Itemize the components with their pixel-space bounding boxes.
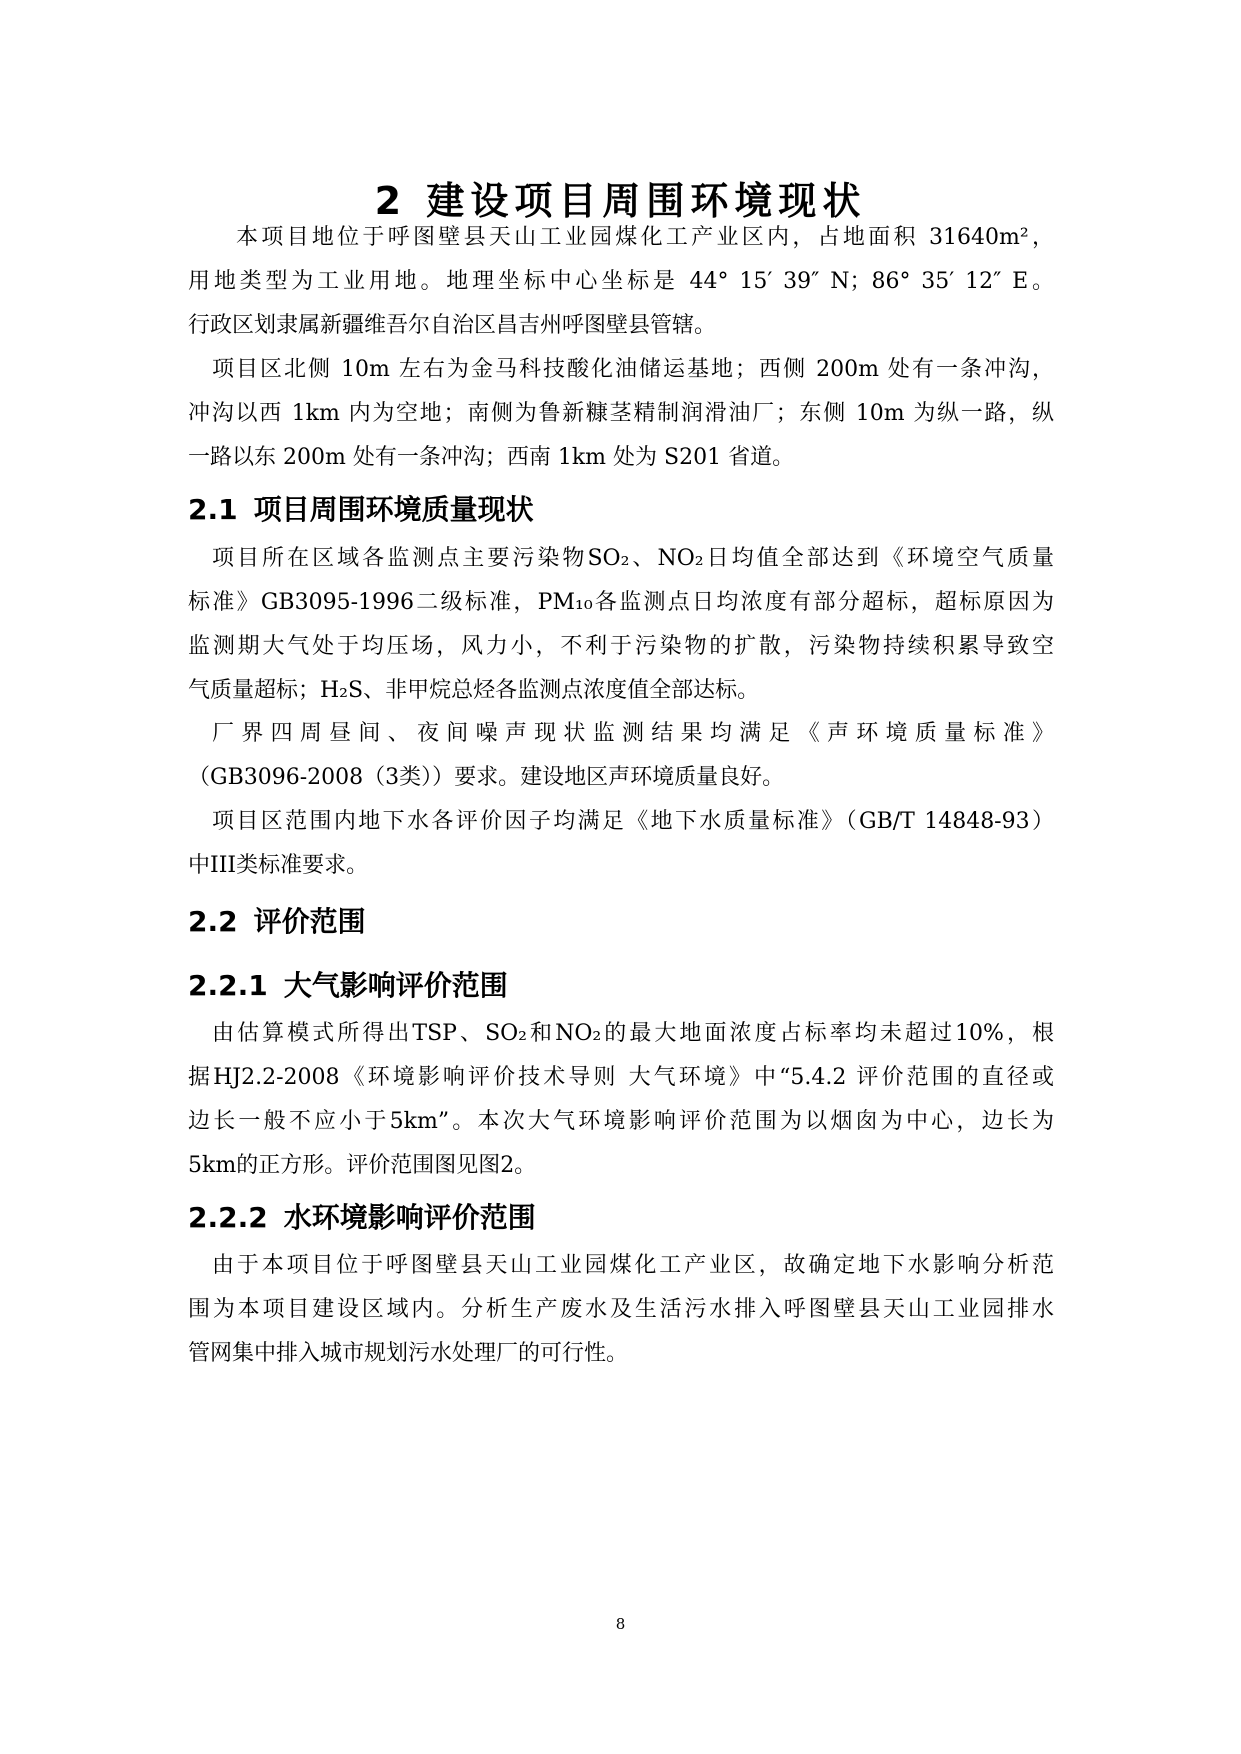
section-title: 大气影响评价范围 — [283, 969, 508, 1002]
section-number: 2.2.2 — [188, 1201, 268, 1234]
section-2-2-1-paragraph-1 — [188, 1012, 1054, 1188]
text-line: 由于本项目位于呼图壁县天山工业园煤化工产业区，故确定地下水影响分析范 — [212, 1253, 1054, 1278]
text-line: 围为本项目建设区域内。分析生产废水及生活污水排入呼图壁县天山工业园排水 — [188, 1297, 1054, 1322]
text-line: 据HJ2.2-2008《环境影响评价技术导则 大气环境》中“5.4.2 评价范围的直径或 — [188, 1065, 1054, 1090]
section-title: 项目周围环境质量现状 — [253, 493, 534, 526]
text-line: 一路以东 200m 处有一条冲沟；西南 1km 处为 S201 省道。 — [188, 445, 795, 470]
text-line: 管网集中排入城市规划污水处理厂的可行性。 — [188, 1341, 629, 1366]
text-line: 由估算模式所得出TSP、SO₂和NO₂的最大地面浓度占标率均未超过10%，根 — [212, 1021, 1054, 1046]
section-number: 2.2 — [188, 905, 238, 938]
section-heading-2-2-1 — [188, 964, 508, 1004]
text-line: 厂界四周昼间、夜间噪声现状监测结果均满足《声环境质量标准》 — [212, 721, 1054, 746]
section-2-1-paragraph-3 — [188, 800, 1054, 888]
chapter-title: 2 建设项目周围环境现状 — [374, 179, 867, 223]
text-line: 中III类标准要求。 — [188, 853, 369, 878]
text-line: （GB3096-2008（3类））要求。建设地区声环境质量良好。 — [188, 765, 785, 790]
text-line: 冲沟以西 1km 内为空地；南侧为鲁新糠茎精制润滑油厂；东侧 10m 为纵一路，纵 — [188, 401, 1054, 426]
text-line: 本项目地位于呼图壁县天山工业园煤化工产业区内，占地面积 31640m²， — [236, 225, 1054, 250]
section-heading-2-1 — [188, 488, 534, 528]
section-heading-2-2 — [188, 900, 366, 940]
text-line: 5km的正方形。评价范围图见图2。 — [188, 1153, 537, 1178]
intro-paragraph-1 — [188, 216, 1054, 348]
text-line: 气质量超标；H₂S、非甲烷总烃各监测点浓度值全部达标。 — [188, 678, 760, 703]
section-2-2-2-paragraph-1 — [188, 1244, 1054, 1376]
text-line: 项目区范围内地下水各评价因子均满足《地下水质量标准》（GB/T 14848-93） — [212, 809, 1054, 834]
section-number: 2.2.1 — [188, 969, 268, 1002]
text-line: 项目所在区域各监测点主要污染物SO₂、NO₂日均值全部达到《环境空气质量 — [212, 546, 1054, 571]
section-2-1-paragraph-1 — [188, 537, 1054, 713]
section-title: 水环境影响评价范围 — [283, 1201, 536, 1234]
section-2-1-paragraph-2 — [188, 712, 1054, 800]
text-line: 边长一般不应小于5km”。本次大气环境影响评价范围为以烟囱为中心，边长为 — [188, 1109, 1054, 1134]
text-line: 项目区北侧 10m 左右为金马科技酸化油储运基地；西侧 200m 处有一条冲沟， — [212, 357, 1054, 382]
text-line: 标准》GB3095-1996二级标准，PM₁₀各监测点日均浓度有部分超标，超标原因为 — [188, 590, 1054, 615]
section-title: 评价范围 — [253, 905, 366, 938]
text-line: 监测期大气处于均压场，风力小，不利于污染物的扩散，污染物持续积累导致空 — [188, 634, 1054, 659]
intro-paragraph-2 — [188, 348, 1054, 480]
section-heading-2-2-2 — [188, 1196, 536, 1236]
section-number: 2.1 — [188, 493, 238, 526]
text-line: 用地类型为工业用地。地理坐标中心坐标是 44° 15′ 39″ N；86° 35′ 12″ E。 — [188, 269, 1054, 294]
page-number: 8 — [615, 1615, 626, 1633]
text-line: 行政区划隶属新疆维吾尔自治区昌吉州呼图壁县管辖。 — [188, 313, 717, 338]
